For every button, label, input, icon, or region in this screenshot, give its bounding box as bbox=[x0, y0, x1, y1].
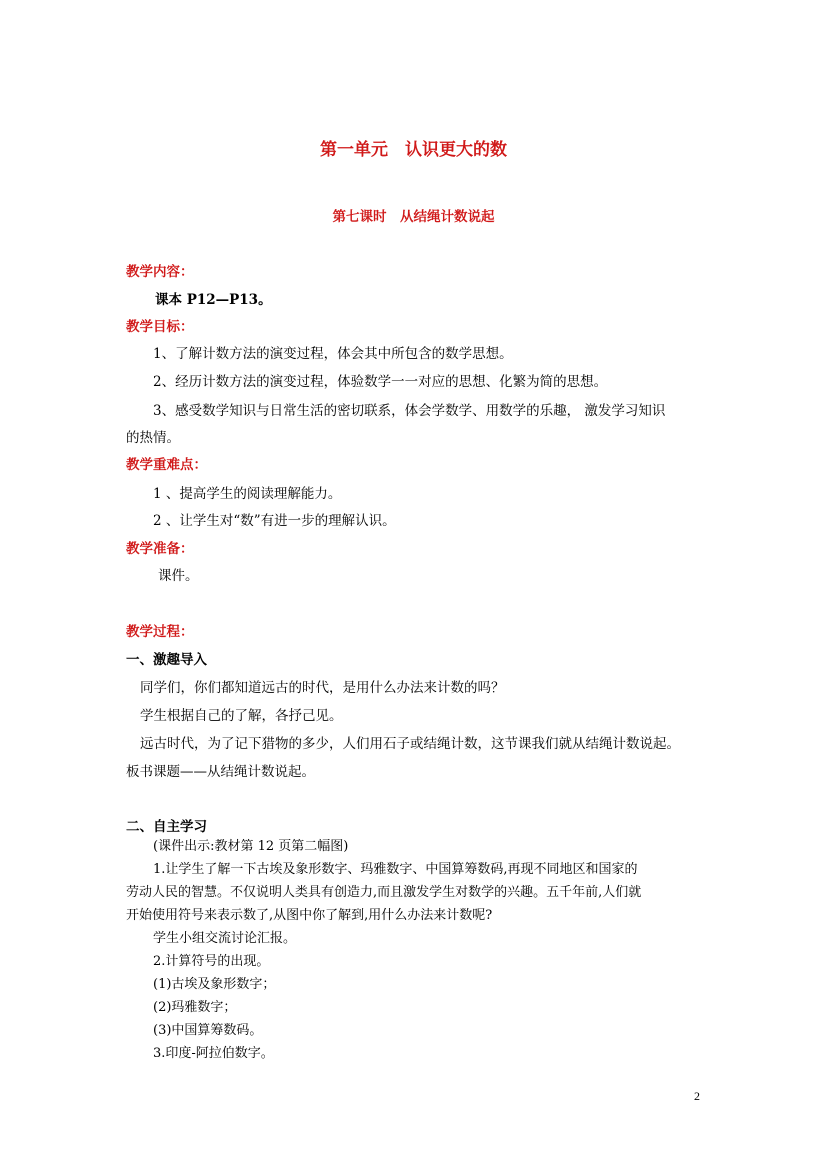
page-number: 2 bbox=[694, 1089, 700, 1103]
section2-line: 2.计算符号的出现。 bbox=[153, 954, 270, 969]
process-heading: 教学过程： bbox=[126, 624, 194, 640]
section2-line: 1.让学生了解一下古埃及象形数字、玛雅数字、中国算筹数码,再现不同地区和国家的 bbox=[153, 862, 638, 877]
section2-heading: 二、自主学习 bbox=[126, 819, 207, 835]
goal-item: 3、感受数学知识与日常生活的密切联系，体会学数学、用数学的乐趣， 激发学习知识 bbox=[153, 403, 666, 419]
goals-heading: 教学目标： bbox=[126, 319, 194, 335]
section2-line: (课件出示:教材第 12 页第二幅图) bbox=[153, 839, 349, 854]
content-text: 课本 P12—P13。 bbox=[155, 292, 272, 308]
goal-item: 1、了解计数方法的演变过程，体会其中所包含的数学思想。 bbox=[153, 346, 513, 362]
section1-line: 远古时代，为了记下猎物的多少，人们用石子或结绳计数，这节课我们就从结绳计数说起。 bbox=[140, 736, 680, 752]
key-point-item: 2 、让学生对“数”有进一步的理解认识。 bbox=[153, 513, 396, 529]
section1-line: 学生根据自己的了解，各抒己见。 bbox=[140, 708, 343, 724]
section2-line: 学生小组交流讨论汇报。 bbox=[153, 931, 297, 946]
goal-item-continued: 的热情。 bbox=[126, 430, 180, 446]
goal-item: 2、经历计数方法的演变过程，体验数学一一对应的思想、化繁为简的思想。 bbox=[153, 374, 608, 390]
section2-line: (1)古埃及象形数字； bbox=[153, 977, 276, 992]
section1-line: 同学们，你们都知道远古的时代，是用什么办法来计数的吗？ bbox=[140, 680, 505, 696]
lesson-subtitle: 第七课时 从结绳计数说起 bbox=[332, 209, 495, 225]
unit-title: 第一单元 认识更大的数 bbox=[320, 140, 507, 160]
preparation-heading: 教学准备： bbox=[126, 541, 194, 557]
section2-line: (3)中国算筹数码。 bbox=[153, 1023, 263, 1038]
section2-line: 开始使用符号来表示数了,从图中你了解到,用什么办法来计数呢? bbox=[126, 908, 493, 923]
key-point-item: 1 、提高学生的阅读理解能力。 bbox=[153, 486, 342, 502]
section2-line: 劳动人民的智慧。不仅说明人类具有创造力,而且激发学生对数学的兴趣。五千年前,人们就 bbox=[126, 885, 642, 900]
section1-line: 板书课题——从结绳计数说起。 bbox=[126, 764, 315, 780]
section1-heading: 一、激趣导入 bbox=[126, 652, 207, 668]
key-points-heading: 教学重难点： bbox=[126, 457, 207, 473]
content-heading: 教学内容： bbox=[126, 264, 194, 280]
section2-line: 3.印度-阿拉伯数字。 bbox=[153, 1046, 274, 1061]
section2-line: (2)玛雅数字； bbox=[153, 1000, 237, 1015]
preparation-text: 课件。 bbox=[158, 568, 199, 584]
